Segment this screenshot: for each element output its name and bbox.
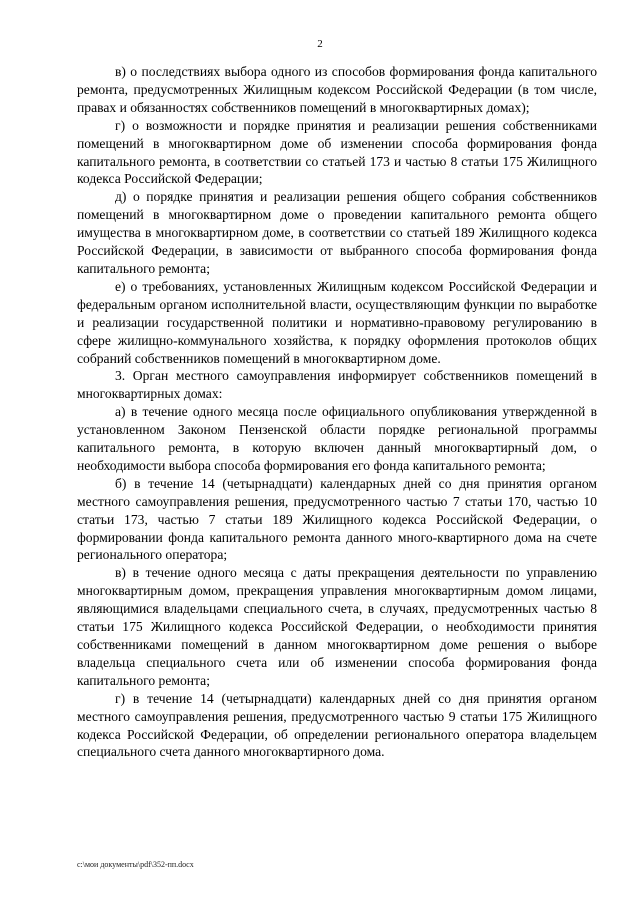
paragraph-section-3: 3. Орган местного самоуправления информирует собственников помещений в многоквартирных домах: [77, 368, 597, 402]
paragraph-item-d-procedure: д) о порядке принятия и реализации решения общего собрания собственников помещений в многоквартирном доме о проведении капитального ремонта общего имущества в многоквартирном доме, в соответствии со статьей 189 Жилищного кодекса Российской Федерации, в зависимости от выбранного способа формирования фонда капитального ремонта; [77, 189, 597, 276]
paragraph-item-b-fourteen-days: б) в течение 14 (четырнадцати) календарных дней со дня принятия органом местного самоуправления решения, предусмотренного частью 7 статьи 170, частью 10 статьи 173, частью 7 статьи 189 Жилищного кодекса Российской Федерации, о формировании фонда капитального ремонта данного много-квартирного дома на счете регионального оператора; [77, 475, 597, 563]
page-number: 2 [317, 38, 323, 50]
paragraph-item-a-one-month: а) в течение одного месяца после официального опубликования утвержденной в установленном Законом Пензенской области порядке региональной программы капитального ремонта, в которую включен данный многоквартирный дом, о необходимости выбора способа формирования его фонда капитального ремонта; [77, 404, 597, 473]
footer-file-path: c:\мои документы\pdf\352-пп.docx [77, 860, 194, 869]
paragraph-item-v-consequences: в) о последствиях выбора одного из способов формирования фонда капитального ремонта, предусмотренных Жилищным кодексом Российской Федерации (в том числе, правах и обязанностях собственников помещений в многоквартирных домах); [77, 64, 597, 115]
paragraph-item-g-regional-operator: г) в течение 14 (четырнадцати) календарных дней со дня принятия органом местного самоуправления решения, предусмотренного частью 9 статьи 175 Жилищного кодекса Российской Федерации, об определении регионального оператора владельцем специального счета данного многоквартирного дома. [77, 690, 597, 760]
paragraph-item-g-possibility: г) о возможности и порядке принятия и реализации решения собственниками помещений в многоквартирном доме об изменении способа формирования фонда капитального ремонта, в соответствии со статьей 173 и частью 8 статьи 175 Жилищного кодекса Российской Федерации; [77, 117, 597, 187]
document-body [77, 63, 597, 761]
paragraph-item-v-termination: в) в течение одного месяца с даты прекращения деятельности по управлению многоквартирным домом, прекращения управления многоквартирным домом лицами, являющимися владельцами специального счета, в случаях, предусмотренных частью 8 статьи 175 Жилищного кодекса Российской Федерации, о необходимости принятия собственниками помещений в данном многоквартирном доме решения о выборе владельца специального счета или об изменении способа формирования фонда капитального ремонта; [77, 565, 597, 688]
paragraph-item-e-requirements: е) о требованиях, установленных Жилищным кодексом Российской Федерации и федеральным органом исполнительной власти, осуществляющим функции по выработке и реализации государственной политики и нормативно-правовому регулированию в сфере жилищно-коммунального хозяйства, к порядку оформления протоколов общих собраний собственников помещений в многоквартирном доме. [77, 278, 597, 366]
